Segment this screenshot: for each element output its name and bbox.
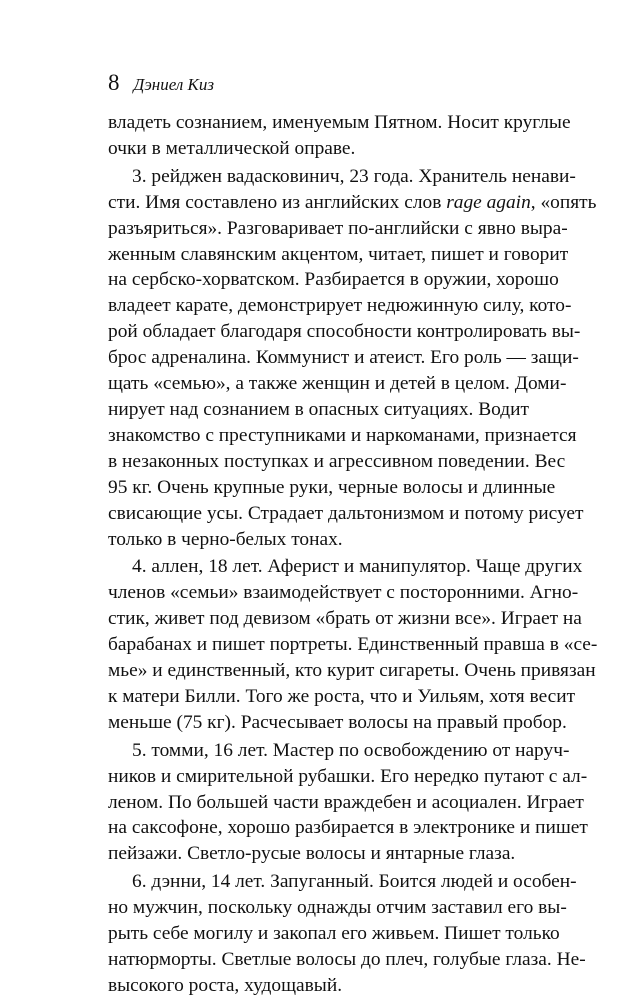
running-head <box>108 70 528 100</box>
text-line: натюрморты. Светлые волосы до плеч, голубые глаза. Не- <box>108 949 586 970</box>
text-line: брос адреналина. Коммунист и атеист. Его роль — защи- <box>108 347 579 369</box>
page-number: 8 <box>108 70 120 95</box>
text-line: леном. По большей части враждебен и асоциален. Играет <box>108 791 584 813</box>
text-line: на саксофоне, хорошо разбирается в электронике и пишет <box>108 817 588 839</box>
text-line: членов «семьи» взаимодействует с посторонними. Агно- <box>108 582 579 604</box>
paragraph <box>108 738 588 868</box>
running-head-author: Дэниел Киз <box>133 75 214 94</box>
text-line: на сербско-хорватском. Разбирается в оружии, хорошо <box>108 269 559 291</box>
text-line: в незаконных поступках и агрессивном поведении. Вес <box>108 450 566 472</box>
paragraph <box>108 554 598 735</box>
text-line: пейзажи. Светло-русые волосы и янтарные глаза. <box>108 843 516 865</box>
text-line: высокого роста, худощавый. <box>108 974 343 996</box>
text-line: 3. рейджен вадасковинич, 23 года. Хранитель ненави- <box>132 165 576 187</box>
text-line: только в черно-белых тонах. <box>108 528 343 550</box>
text-line: мье» и единственный, кто курит сигареты. Очень привязан <box>108 660 596 682</box>
text-line: щать «семью», а также женщин и детей в целом. Доми- <box>108 373 567 395</box>
text-line: ников и смирительной рубашки. Его нередко путают с ал- <box>108 765 588 787</box>
italic-term: rage again <box>446 191 531 213</box>
text-line: рой обладает благодаря способности контролировать вы- <box>108 321 581 343</box>
text-line: стик, живет под девизом «брать от жизни все». Играет на <box>108 608 582 630</box>
text-line: но мужчин, поскольку однажды отчим заставил его вы- <box>108 897 567 919</box>
text-line: знакомство с преступниками и наркоманами, признается <box>108 424 577 446</box>
text-line: владеет карате, демонстрирует недюжинную силу, кото- <box>108 295 572 317</box>
paragraph-list <box>108 110 598 999</box>
text-line: сти. Имя составлено из английских слов rage again, «опять <box>108 191 597 213</box>
text-line: к матери Билли. Того же роста, что и Уильям, хотя весит <box>108 685 576 707</box>
body-text <box>108 110 598 1001</box>
text-line: рыть себе могилу и закопал его живьем. Пишет только <box>108 923 560 945</box>
text-line: меньше (75 кг). Расчесывает волосы на правый пробор. <box>108 711 567 733</box>
paragraph <box>108 869 586 999</box>
paragraph <box>108 164 597 553</box>
text-line: владеть сознанием, именуемым Пятном. Носит круглые <box>108 112 571 133</box>
text-line: барабанах и пишет портреты. Единственный правша в «се- <box>108 634 598 656</box>
text-line: 95 кг. Очень крупные руки, черные волосы и длинные <box>108 476 556 498</box>
text-line: женным славянским акцентом, читает, пишет и говорит <box>108 243 569 265</box>
text-line: 4. аллен, 18 лет. Аферист и манипулятор. Чаще других <box>132 556 583 578</box>
text-line: очки в металлической оправе. <box>108 137 356 159</box>
text-line: свисающие усы. Страдает дальтонизмом и потому рисует <box>108 502 584 524</box>
text-line: 5. томми, 16 лет. Мастер по освобождению от наруч- <box>132 739 570 761</box>
text-line: нирует над сознанием в опасных ситуациях. Водит <box>108 398 530 420</box>
paragraph <box>108 110 571 162</box>
text-line: 6. дэнни, 14 лет. Запуганный. Боится людей и особен- <box>132 871 577 893</box>
text-line: разъяриться». Разговаривает по-английски с явно выра- <box>108 217 568 239</box>
